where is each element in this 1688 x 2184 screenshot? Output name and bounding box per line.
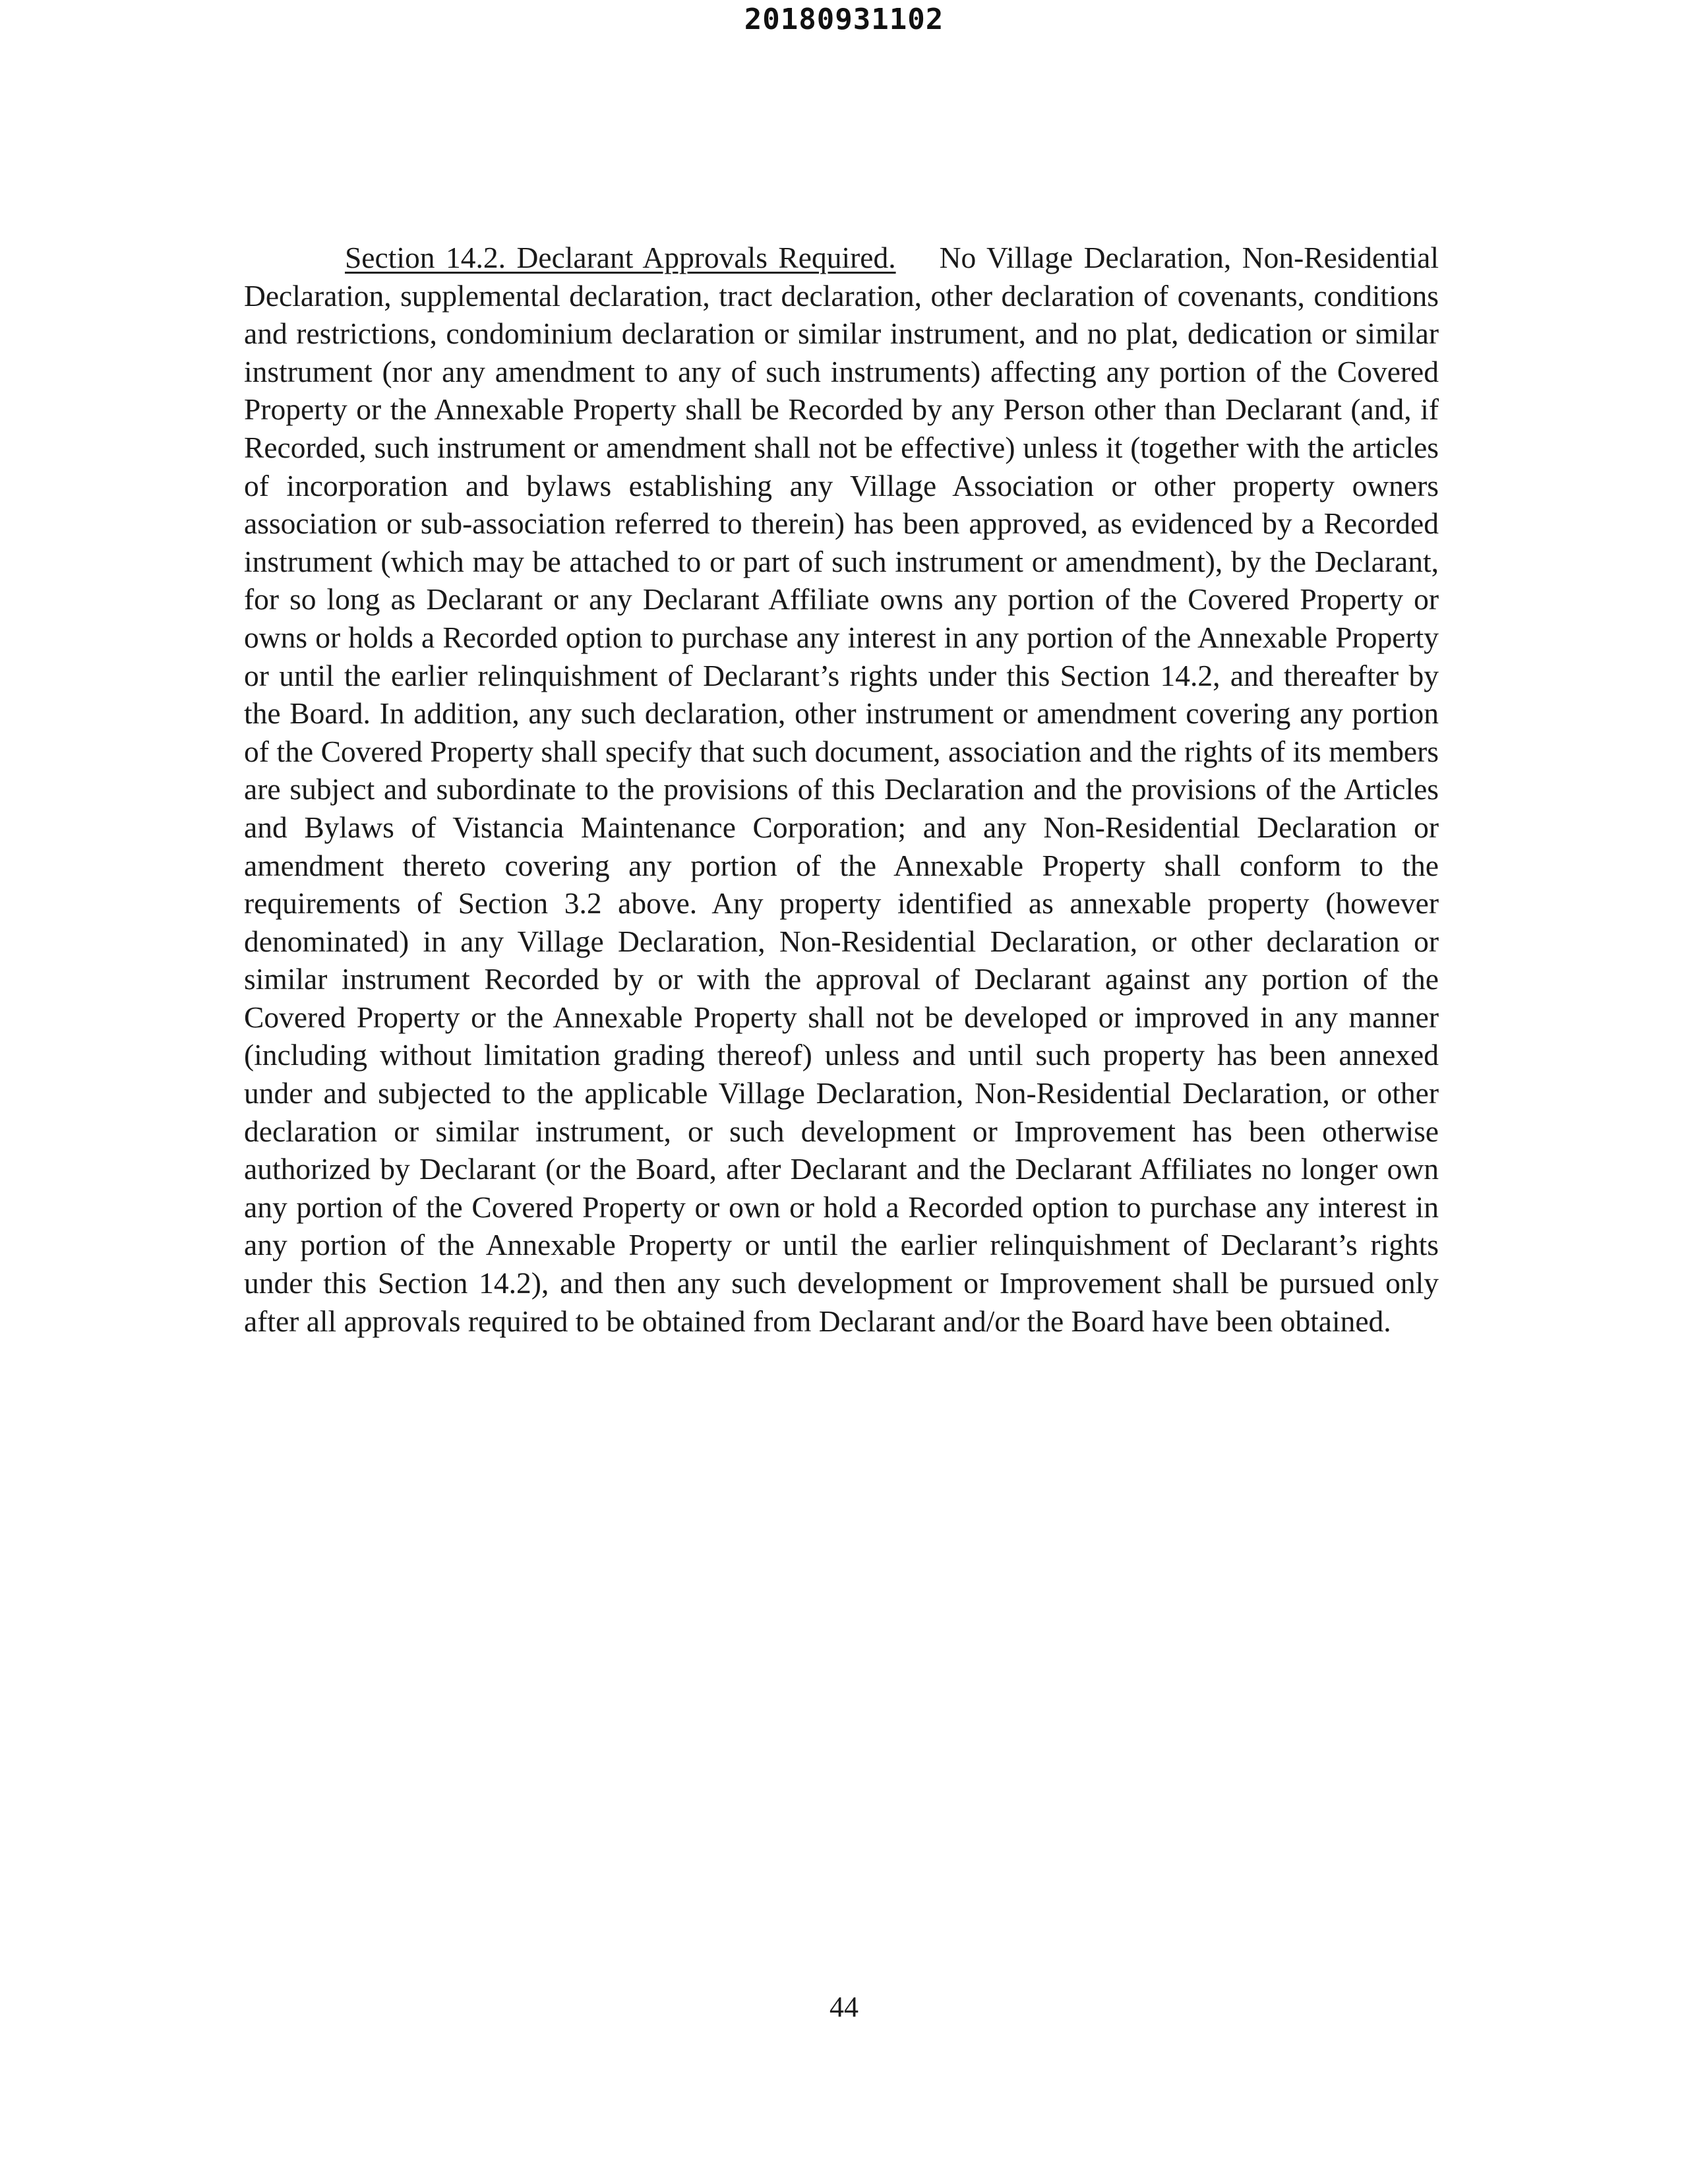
section-heading: Section 14.2. Declarant Approvals Required. <box>345 241 896 274</box>
section-14-2-paragraph <box>244 239 1439 1340</box>
page-number: 44 <box>829 1991 859 2023</box>
recording-number: 20180931102 <box>744 3 944 36</box>
section-body: No Village Declaration, Non-Residential Declaration, supplemental declaration, tract declaration, other declaration of covenants, conditions and restrictions, condominium declaration or similar instrument, and no plat, dedication or similar instrument (nor any amendment to any of such instruments) affecting any portion of the Covered Property or the Annexable Property shall be Recorded by any Person other than Declarant (and, if Recorded, such instrument or amendment shall not be effective) unless it (together with the articles of incorporation and bylaws establishing any Village Association or other property owners association or sub-association referred to therein) has been approved, as evidenced by a Recorded instrument (which may be attached to or part of such instrument or amendment), by the Declarant, for so long as Declarant or any Declarant Affiliate owns any portion of the Covered Property or owns or holds a Recorded option to purchase any interest in any portion of the Annexable Property or until the earlier relinquishment of Declarant’s rights under this Section 14.2, and thereafter by the Board. In addition, any such declaration, other instrument or amendment covering any portion of the Covered Property shall specify that such document, association and the rights of its members are subject and subordinate to the provisions of this Declaration and the provisions of the Articles and Bylaws of Vistancia Maintenance Corporation; and any Non-Residential Declaration or amendment thereto covering any portion of the Annexable Property shall conform to the requirements of Section 3.2 above. Any property identified as annexable property (however denominated) in any Village Declaration, Non-Residential Declaration, or other declaration or similar instrument Recorded by or with the approval of Declarant against any portion of the Covered Property or the Annexable Property shall not be developed or improved in any manner (including without limitation grading thereof) unless and until such property has been annexed under and subjected to the applicable Village Declaration, Non-Residential Declaration, or other declaration or similar instrument, or such development or Improvement has been otherwise authorized by Declarant (or the Board, after Declarant and the Declarant Affiliates no longer own any portion of the Covered Property or own or hold a Recorded option to purchase any interest in any portion of the Annexable Property or until the earlier relinquishment of Declarant’s rights under this Section 14.2), and then any such development or Improvement shall be pursued only after all approvals required to be obtained from Declarant and/or the Board have been obtained. <box>244 241 1439 1338</box>
